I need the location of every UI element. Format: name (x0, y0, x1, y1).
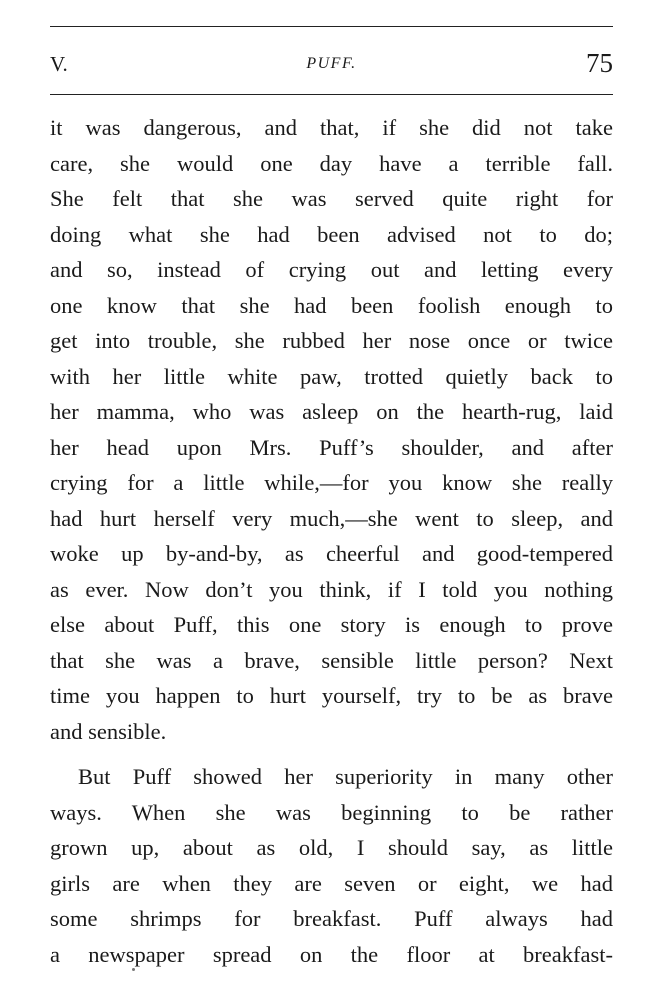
text-line: else about Puff, this one story is enough to prove (50, 612, 613, 637)
text-line: some shrimps for breakfast. Puff always had (50, 906, 613, 931)
chapter-number: V. (50, 52, 68, 76)
text-line: But Puff showed her superiority in many other (78, 764, 613, 789)
running-title: PUFF. (306, 55, 357, 72)
text-line: as ever. Now don’t you think, if I told you nothing (50, 576, 613, 602)
text-line: get into trouble, she rubbed her nose once or twice (50, 328, 613, 353)
text-line: with her little white paw, trotted quietly back to (50, 363, 613, 389)
body-text (50, 110, 613, 972)
text-line: a newspaper spread on the floor at breakfast- (50, 941, 613, 967)
text-line: had hurt herself very much,—she went to sleep, and (50, 505, 613, 531)
text-line: woke up by-and-by, as cheerful and good-tempered (50, 541, 613, 566)
text-line: her mamma, who was asleep on the hearth-rug, laid (50, 399, 613, 424)
ink-speck (132, 968, 135, 971)
text-line: ways. When she was beginning to be rather (50, 799, 613, 825)
header-top-rule (50, 26, 613, 27)
text-line: that she was a brave, sensible little person? Next (50, 647, 613, 673)
text-line: doing what she had been advised not to do; (50, 221, 613, 247)
text-line: one know that she had been foolish enough to (50, 292, 613, 318)
text-line: and sensible. (50, 718, 167, 744)
text-line: crying for a little while,—for you know she really (50, 470, 613, 495)
text-line: it was dangerous, and that, if she did not take (50, 115, 613, 140)
text-line: and so, instead of crying out and letting every (50, 257, 613, 282)
paragraph-gap (50, 749, 613, 759)
text-line: care, she would one day have a terrible fall. (50, 150, 613, 176)
header-bottom-rule (50, 94, 613, 95)
paragraph-1 (50, 110, 613, 749)
page-number: 75 (586, 48, 613, 78)
paragraph-2 (50, 759, 613, 972)
text-line: time you happen to hurt yourself, try to be as brave (50, 683, 613, 708)
text-line: grown up, about as old, I should say, as little (50, 835, 613, 860)
text-line: She felt that she was served quite right for (50, 186, 613, 211)
text-line: her head upon Mrs. Puff’s shoulder, and after (50, 434, 613, 460)
running-header (50, 48, 613, 80)
text-line: girls are when they are seven or eight, we had (50, 870, 613, 896)
